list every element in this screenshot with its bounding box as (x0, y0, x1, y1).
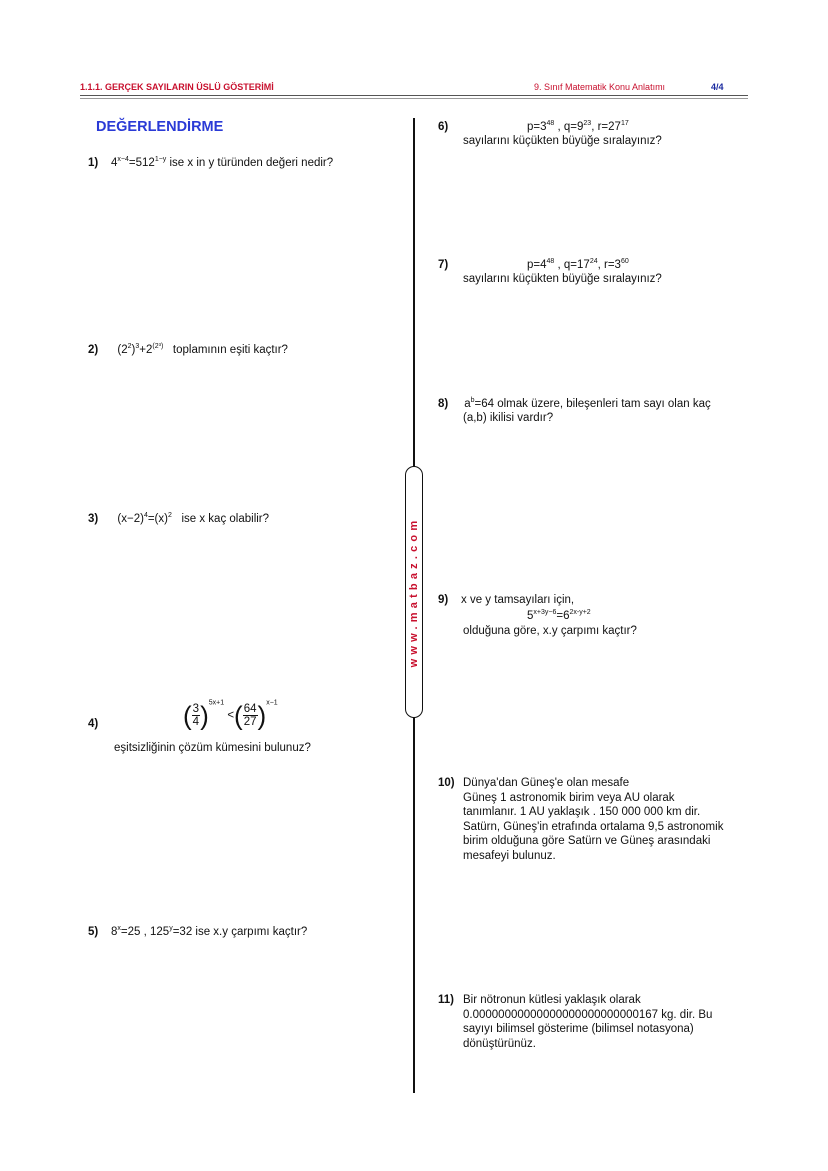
math: 4 (111, 157, 118, 169)
exponent: 2 (167, 512, 172, 519)
question-number: 3) (88, 513, 99, 525)
question-text: x ve y tamsayıları için, (461, 594, 575, 606)
exponent: 48 (546, 258, 555, 265)
exponent: 5x+1 (208, 699, 225, 707)
question-9 (438, 593, 574, 608)
fraction: $\frac{3}{4}$ (192, 703, 200, 728)
text-line: 0.00000000000000000000000000167 kg. dir. Bu (463, 1008, 713, 1021)
question-text: ise x in y türünden değeri nedir? (166, 157, 334, 169)
question-8: 8) $a^b=64$ olmak üzere, bileşenleri tam sayı olan kaç (438, 397, 711, 410)
math: ) (131, 344, 136, 356)
question-1 (88, 156, 333, 171)
exponent: x+3y−6 (533, 609, 557, 616)
question-number: 9) (438, 594, 449, 606)
question-10-number (438, 776, 455, 791)
question-text: sayılarını küçükten büyüğe sıralayınız? (463, 135, 662, 147)
section-title: DEĞERLENDİRME (96, 119, 224, 135)
watermark-text: www.matbaz.com (408, 516, 420, 668)
text-line: sayıyı bilimsel gösterime (bilimsel notasyona) (463, 1023, 694, 1035)
math: < (227, 709, 235, 722)
math: (2 (117, 344, 128, 356)
question-text: (a,b) ikilisi vardır? (463, 412, 554, 424)
question-7-number (438, 258, 448, 273)
math: =512 (128, 157, 155, 169)
question-6-formula: $p=3^{48}$ , $q=9^{23}$, $r=27^{17}$ (527, 120, 629, 133)
exponent: 60 (620, 258, 629, 265)
question-number: 6) (438, 121, 449, 133)
text-line: birim olduğuna göre Satürn ve Güneş arasındaki (463, 835, 711, 847)
exponent: 48 (546, 120, 555, 127)
question-number: 8) (438, 398, 449, 410)
math: (x−2) (117, 513, 144, 525)
exponent: 3 (135, 343, 140, 350)
chapter-title: 1.1.1. GERÇEK SAYILARIN ÜSLÜ GÖSTERİMİ (80, 82, 274, 92)
exponent: x (117, 925, 121, 932)
question-number: 2) (88, 344, 99, 356)
math: =(x) (147, 513, 168, 525)
course-title: 9. Sınıf Matematik Konu Anlatımı (534, 82, 666, 92)
question-11-text (463, 993, 712, 1051)
question-3 (88, 512, 269, 527)
question-9-formula: $5^{x+3y-6}=6^{2x-y+2}$ (527, 609, 591, 622)
exponent: 1−y (154, 156, 167, 163)
fraction: $\frac{64}{27}$ (243, 703, 257, 728)
question-text: =64 olmak üzere, bileşenleri tam sayı olan kaç (474, 398, 711, 410)
exponent: 2 (127, 343, 132, 350)
text-line: Güneş 1 astronomik birim veya AU olarak (463, 791, 675, 804)
exponent: 4 (143, 512, 148, 519)
text-line: tanımlanır. 1 AU yaklaşık . 150 000 000 km dir. (463, 806, 701, 818)
question-10-text (463, 776, 723, 863)
header-divider (80, 95, 748, 96)
exponent: x−1 (266, 699, 278, 707)
question-number: 1) (88, 157, 99, 169)
question-11-number (438, 993, 454, 1008)
question-text: toplamının eşiti kaçtır? (172, 344, 288, 356)
question-text: =32 ise x.y çarpımı kaçtır? (172, 926, 308, 938)
math: =25 , 125 (120, 926, 170, 938)
question-number: 4) (88, 718, 99, 730)
question-4-formula: ( $\frac{3}{4}$ )$^{5x+1}$ <( $\frac{64}{27}$ )$^{x-1}$ (183, 699, 278, 731)
question-text: olduğuna göre, x.y çarpımı kaçtır? (463, 625, 637, 637)
exponent: x−4 (117, 156, 129, 163)
watermark-oval (405, 466, 423, 718)
math: 8 (111, 926, 118, 938)
question-5 (88, 925, 307, 940)
text-line: Dünya'dan Güneş'e olan mesafe (463, 777, 630, 789)
question-4-number (88, 717, 98, 732)
question-text: eşitsizliğinin çözüm kümesini bulunuz? (114, 742, 311, 754)
page-number: 4/4 (711, 82, 724, 92)
question-text: ise x kaç olabilir? (181, 513, 270, 525)
question-7-formula: $p=4^{48}$ , $q=17^{24}$, $r=3^{60}$ (527, 258, 629, 271)
text-line: mesafeyi bulunuz. (463, 849, 556, 862)
question-number: 10) (438, 777, 455, 789)
exponent: 17 (620, 120, 629, 127)
exponent: 2x-y+2 (569, 609, 591, 616)
text-line: Bir nötronun kütlesi yaklaşık olarak (463, 994, 641, 1006)
text-line: dönüştürünüz. (463, 1037, 536, 1050)
question-text: sayılarını küçükten büyüğe sıralayınız? (463, 273, 662, 285)
exponent: 24 (589, 258, 598, 265)
question-6-number (438, 120, 448, 135)
question-2 (88, 343, 288, 358)
math: +2 (139, 344, 153, 356)
exponent: b (470, 397, 475, 404)
exponent: (2³) (152, 343, 164, 350)
question-number: 11) (438, 994, 454, 1006)
exponent: 23 (583, 120, 592, 127)
question-number: 5) (88, 926, 99, 938)
question-number: 7) (438, 259, 449, 271)
header-divider (80, 98, 748, 99)
exponent: y (169, 925, 173, 932)
text-line: Satürn, Güneş'in etrafında ortalama 9,5 astronomik (463, 820, 724, 833)
